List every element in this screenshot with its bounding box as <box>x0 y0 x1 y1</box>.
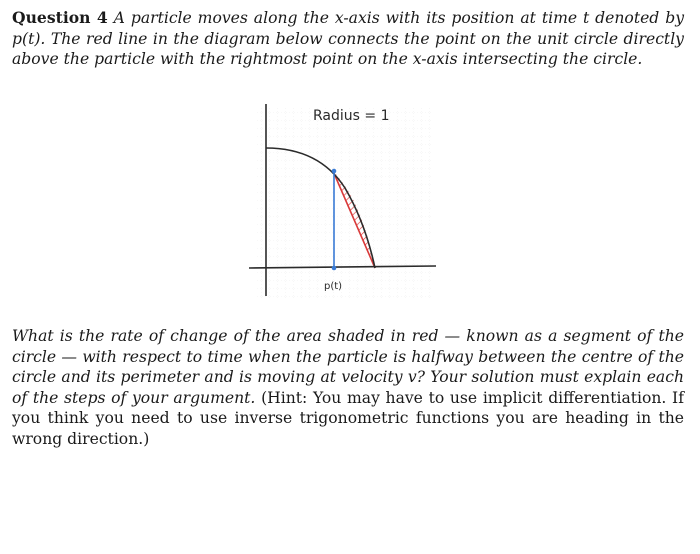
question-label: Question 4 <box>12 8 108 27</box>
question-statement <box>12 8 684 70</box>
point-on-circle <box>332 169 337 174</box>
question-text: A particle moves along the x-axis with its position at time t denoted by p(t). The red line in the diagram below connects the point on the unit circle directly above the particle with the rightmost point on the x-axis intersecting the circle. <box>12 9 684 68</box>
question-body <box>12 326 684 449</box>
radius-label: Radius = 1 <box>313 108 390 124</box>
unit-circle-diagram <box>245 96 445 306</box>
grid-background <box>255 108 433 298</box>
particle-point <box>332 266 337 271</box>
question-body-text: What is the rate of change of the area shaded in red — known as a segment of the circle — with respect to time when the particle is halfway between the centre of the circle and its perimeter and is moving at velocity v? Your solution must explain each of the steps of your argument. <box>12 327 684 407</box>
particle-position-label: p(t) <box>324 281 343 292</box>
hint-text: (Hint: You may have to use implicit differentiation. If you think you need to use inverse trigonometric functions you are heading in the wrong direction.) <box>12 388 684 448</box>
